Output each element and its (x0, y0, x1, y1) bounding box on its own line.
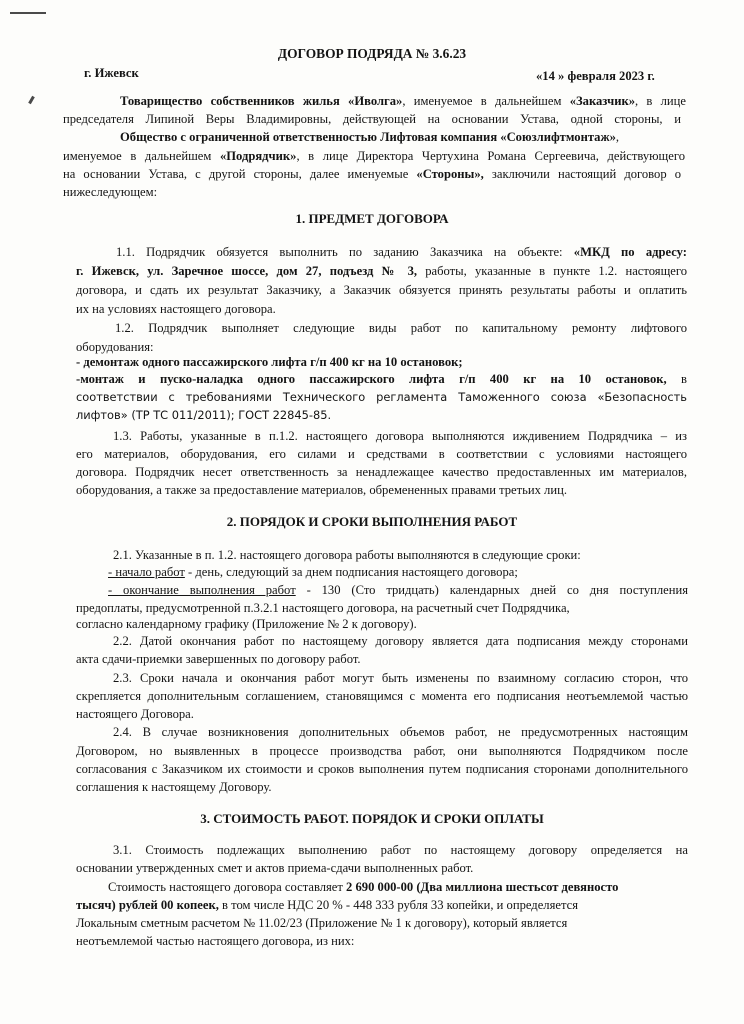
s1-line-2: г. Ижевск, ул. Заречное шоссе, дом 27, подъезд № 3, работы, указанные в пункте 1.2. настоящего (76, 264, 688, 278)
s2-line-9: скрепляется дополнительным соглашением, становящимся с момента его подписания неотъемлемой частью (76, 689, 688, 703)
date-month-year: февраля 2023 г. (567, 69, 655, 83)
s1-line-13: договора. Подрядчик несет ответственность за ненадлежащее качество предоставленных им материалов, (76, 465, 687, 479)
scan-margin-mark (28, 96, 35, 104)
preamble-line-2: председателя Липиной Веры Владимировны, действующей на основании Устава, одной стороны, и (63, 112, 681, 126)
s2-line-4: предоплаты, предусмотренной п.3.2.1 настоящего договора, на расчетный счет Подрядчика, (76, 601, 570, 615)
contract-date (536, 69, 655, 84)
s1-line-6: оборудования: (76, 340, 154, 354)
s1-line-8: -монтаж и пуско-наладка одного пассажирского лифта г/п 400 кг на 10 остановок, в (76, 372, 687, 386)
s2-line-6: 2.2. Датой окончания работ по настоящему договору является дата подписания между сторонами (113, 634, 688, 648)
s3-line-5: Локальным сметным расчетом № 11.02/23 (Приложение № 1 к договору), который является (76, 916, 568, 930)
s3-line-2: основании утвержденных смет и актов приема-сдачи выполненных работ. (76, 861, 474, 875)
preamble-line-5: на основании Устава, с другой стороны, далее именуемые «Стороны», заключили настоящий договор о (63, 167, 682, 181)
section-1-heading: 1. ПРЕДМЕТ ДОГОВОРА (295, 211, 449, 226)
s3-line-3: Стоимость настоящего договора составляет 2 690 000-00 (Два миллиона шестьсот девяносто (108, 880, 619, 894)
s2-line-10: настоящего Договора. (76, 707, 194, 721)
s1-line-4: их на условиях настоящего договора. (76, 302, 276, 316)
s2-line-1: 2.1. Указанные в п. 1.2. настоящего договора работы выполняются в следующие сроки: (113, 548, 581, 562)
s2-line-13: согласования с Заказчиком их стоимости и сроков выполнения путем подписания сторонами дополнительного (76, 762, 688, 776)
s2-line-7: акта сдачи-приемки завершенных по договору работ. (76, 652, 361, 666)
preamble-line-3: Общество с ограниченной ответственностью Лифтовая компания «Союзлифтмонтаж», (120, 130, 620, 144)
preamble-line-1: Товарищество собственников жилья «Иволга», именуемое в дальнейшем «Заказчик», в лице (120, 94, 686, 108)
preamble-line-4: именуемое в дальнейшем «Подрядчик», в лице Директора Чертухина Романа Сергеевича, действующего (63, 149, 685, 163)
s3-line-6: неотъемлемой частью настоящего договора, из них: (76, 934, 355, 948)
preamble-line-6: нижеследующем: (63, 185, 158, 199)
s1-line-10: лифтов» (ТР ТС 011/2011); ГОСТ 22845-85. (76, 408, 332, 422)
document-title: ДОГОВОР ПОДРЯДА № 3.6.23 (277, 46, 467, 61)
s2-line-3: - окончание выполнения работ - 130 (Сто тридцать) календарных дней со дня поступления (108, 583, 688, 597)
s1-line-12: его материалов, оборудования, его силами и средствами в соответствии с условиями настоящего (76, 447, 687, 461)
s1-line-7: - демонтаж одного пассажирского лифта г/п 400 кг на 10 остановок; (76, 355, 463, 369)
s1-line-11: 1.3. Работы, указанные в п.1.2. настоящего договора выполняются иждивением Подрядчика – из (113, 429, 687, 443)
s3-line-4: тысяч) рублей 00 копеек, в том числе НДС 20 % - 448 333 рубля 33 копейки, и определяется (76, 898, 579, 912)
section-2-heading: 2. ПОРЯДОК И СРОКИ ВЫПОЛНЕНИЯ РАБОТ (226, 514, 518, 529)
s2-line-8: 2.3. Сроки начала и окончания работ могут быть изменены по взаимному согласию сторон, что (113, 671, 688, 685)
scan-edge-mark (10, 12, 46, 14)
date-day: «14 » (536, 69, 565, 83)
s2-line-5: согласно календарному графику (Приложение № 2 к договору). (76, 617, 417, 631)
s1-line-5: 1.2. Подрядчик выполняет следующие виды работ по капитальному ремонту лифтового (115, 321, 687, 335)
s2-line-11: 2.4. В случае возникновения дополнительных объемов работ, не предусмотренных настоящим (113, 725, 688, 739)
s2-line-12: Договором, но выявленных в процессе производства работ, они выполняются Подрядчиком после (76, 744, 688, 758)
s2-line-14: соглашения к настоящему Договору. (76, 780, 272, 794)
s1-line-1: 1.1. Подрядчик обязуется выполнить по заданию Заказчика на объекте: «МКД по адресу: (116, 245, 687, 259)
s3-line-1: 3.1. Стоимость подлежащих выполнению работ по настоящему договору определяется на (113, 843, 688, 857)
s1-line-14: оборудования, а также за предоставление материалов, обремененных правами третьих лиц. (76, 483, 567, 497)
s1-line-9: соответствии с требованиями Технического регламента Таможенного союза «Безопасность (76, 390, 687, 404)
s1-line-3: договора, и сдать их результат Заказчику, а Заказчик обязуется принять результаты работы и оплатить (76, 283, 687, 297)
city: г. Ижевск (84, 66, 139, 80)
section-3-heading: 3. СТОИМОСТЬ РАБОТ. ПОРЯДОК И СРОКИ ОПЛАТЫ (200, 811, 544, 826)
s2-line-2: - начало работ - день, следующий за днем подписания настоящего договора; (108, 565, 518, 579)
